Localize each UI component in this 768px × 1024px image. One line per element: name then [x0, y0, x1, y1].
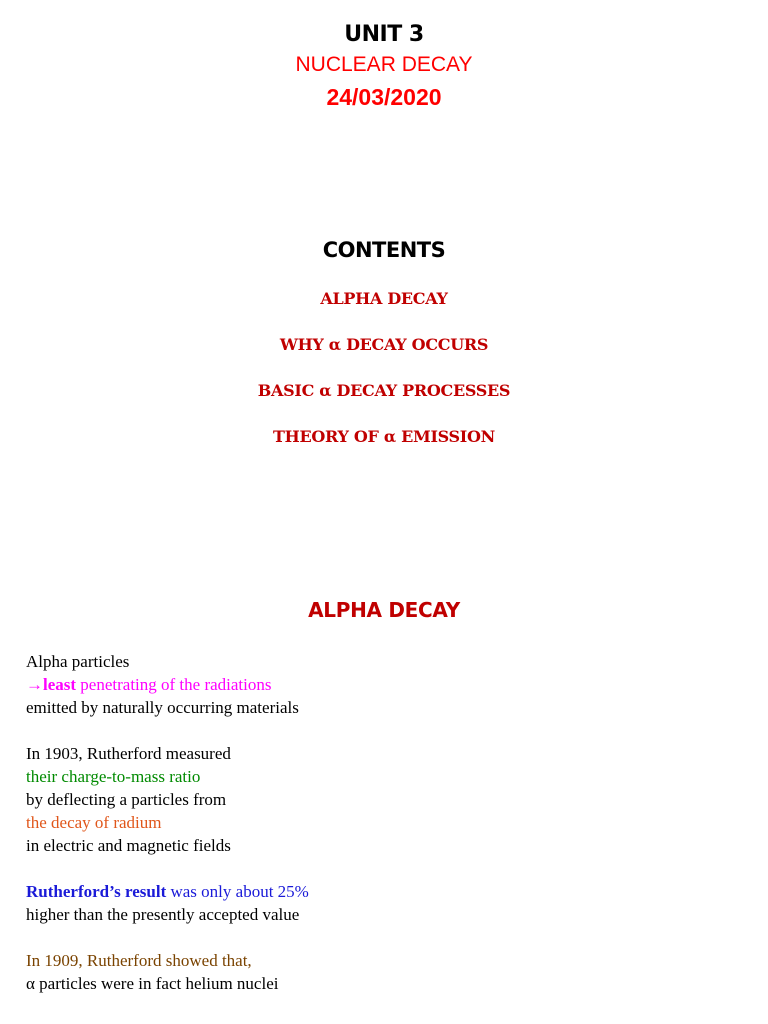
- unit-title: UNIT 3: [344, 22, 424, 47]
- arrow-least-text: →least: [26, 675, 77, 694]
- contents-item-theory-emission: THEORY OF α EMISSION: [273, 427, 495, 446]
- penetrating-text: penetrating of the radiations: [76, 675, 272, 694]
- percent-text: was only about 25%: [166, 882, 309, 901]
- paragraph-line: by deflecting a particles from: [26, 790, 227, 809]
- paragraph-line: their charge-to-mass ratio: [26, 767, 201, 786]
- date-label: 24/03/2020: [326, 84, 442, 110]
- contents-item-alpha-decay: ALPHA DECAY: [320, 289, 448, 308]
- paragraph-line: [26, 675, 271, 695]
- paragraph-line: the decay of radium: [26, 813, 162, 832]
- section-heading-alpha-decay: ALPHA DECAY: [308, 598, 460, 622]
- paragraph-line: [26, 882, 309, 902]
- paragraph-line: emitted by naturally occurring materials: [26, 698, 299, 717]
- paragraph-line: In 1903, Rutherford measured: [26, 744, 231, 763]
- contents-item-basic-processes: BASIC α DECAY PROCESSES: [257, 381, 511, 400]
- contents-item-why-decay-occurs: WHY α DECAY OCCURS: [279, 335, 489, 354]
- contents-heading: CONTENTS: [322, 238, 446, 262]
- paragraph-line: α particles were in fact helium nuclei: [26, 974, 279, 993]
- subject-title: NUCLEAR DECAY: [295, 53, 473, 76]
- paragraph-line: Alpha particles: [26, 652, 130, 671]
- paragraph-line: In 1909, Rutherford showed that,: [26, 951, 252, 970]
- rutherford-result-text: Rutherford’s result: [26, 882, 167, 901]
- paragraph-line: higher than the presently accepted value: [26, 905, 300, 924]
- paragraph-line: in electric and magnetic fields: [26, 836, 231, 855]
